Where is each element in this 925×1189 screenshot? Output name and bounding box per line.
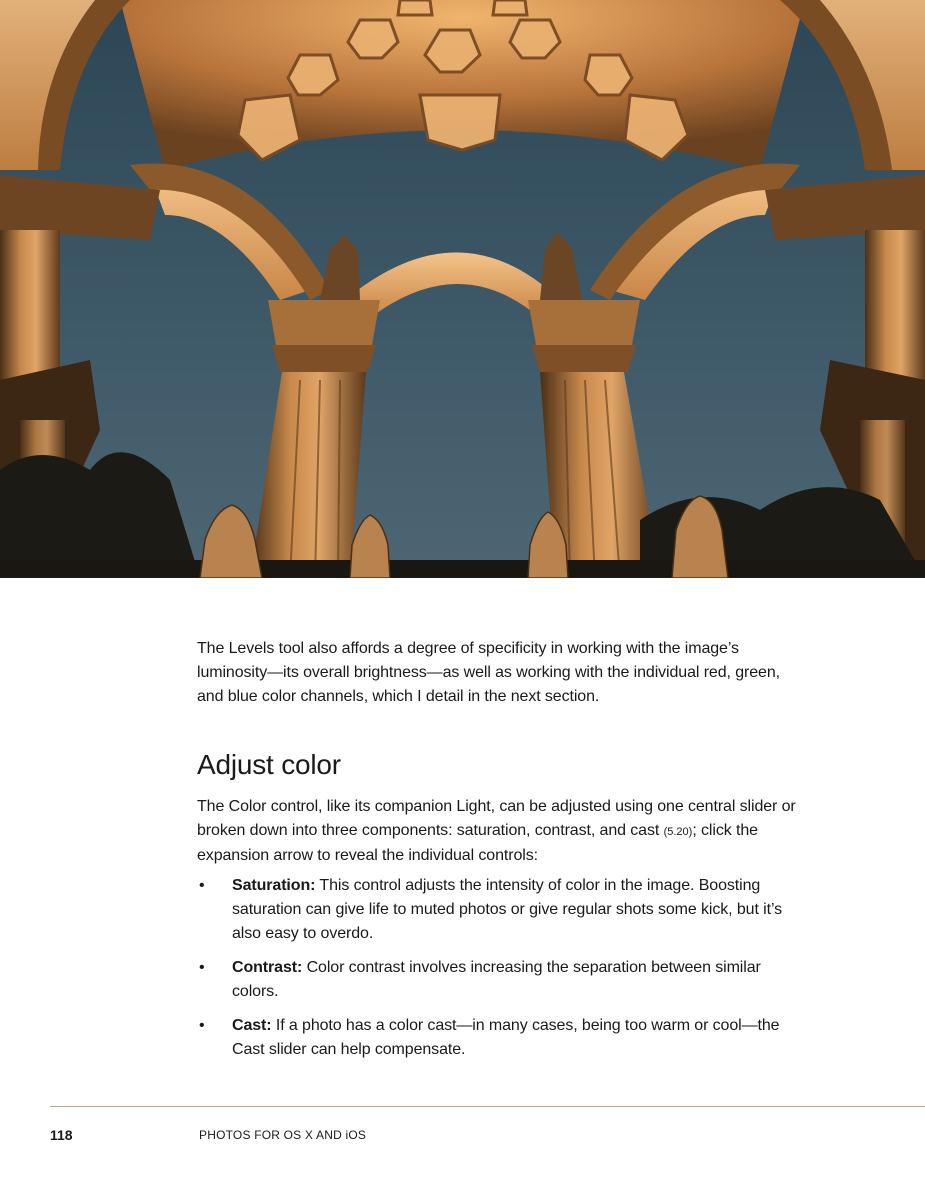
list-item-text: This control adjusts the intensity of color in the image. Boosting saturation can give life to muted photos or give regular shots some kick, but it’s also easy to overdo.: [232, 877, 783, 942]
bullet-icon: •: [199, 877, 205, 894]
footer-divider: [50, 1106, 925, 1107]
list-item-text: If a photo has a color cast—in many cases, being too warm or cool—the Cast slider can help compensate.: [232, 1017, 780, 1058]
body-paragraph-part1: The Color control, like its companion Light, can be adjusted using one central slider or broken down into three components: saturation, contrast, and cast: [197, 798, 796, 839]
bullet-icon: •: [199, 959, 205, 976]
list-item-cast: [197, 1014, 797, 1062]
list-item-term: Cast:: [232, 1017, 272, 1034]
section-heading: Adjust color: [197, 749, 341, 780]
list-item-contrast: [197, 956, 797, 1004]
rotunda-photo-illustration: [0, 0, 925, 578]
body-paragraph-part2: ; click the expansion arrow to reveal the individual controls:: [197, 822, 758, 864]
list-item-term: Contrast:: [232, 959, 303, 976]
list-item-saturation: [197, 874, 797, 946]
intro-paragraph: The Levels tool also affords a degree of specificity in working with the image’s luminosity—its overall brightness—as well as working with the individual red, green, and blue color channels, which I detail in the next section.: [197, 640, 780, 705]
control-list: [197, 874, 797, 1062]
running-title: PHOTOS FOR OS X AND iOS: [199, 1128, 367, 1142]
body-paragraph: [197, 795, 797, 868]
list-item-text: Color contrast involves increasing the separation between similar colors.: [232, 959, 761, 1000]
hero-photo: [0, 0, 925, 578]
list-item-term: Saturation:: [232, 877, 316, 894]
bullet-icon: •: [199, 1017, 205, 1034]
page-number: 118: [50, 1127, 73, 1143]
figure-reference: (5.20): [663, 826, 693, 838]
main-text-column: [197, 637, 797, 1072]
